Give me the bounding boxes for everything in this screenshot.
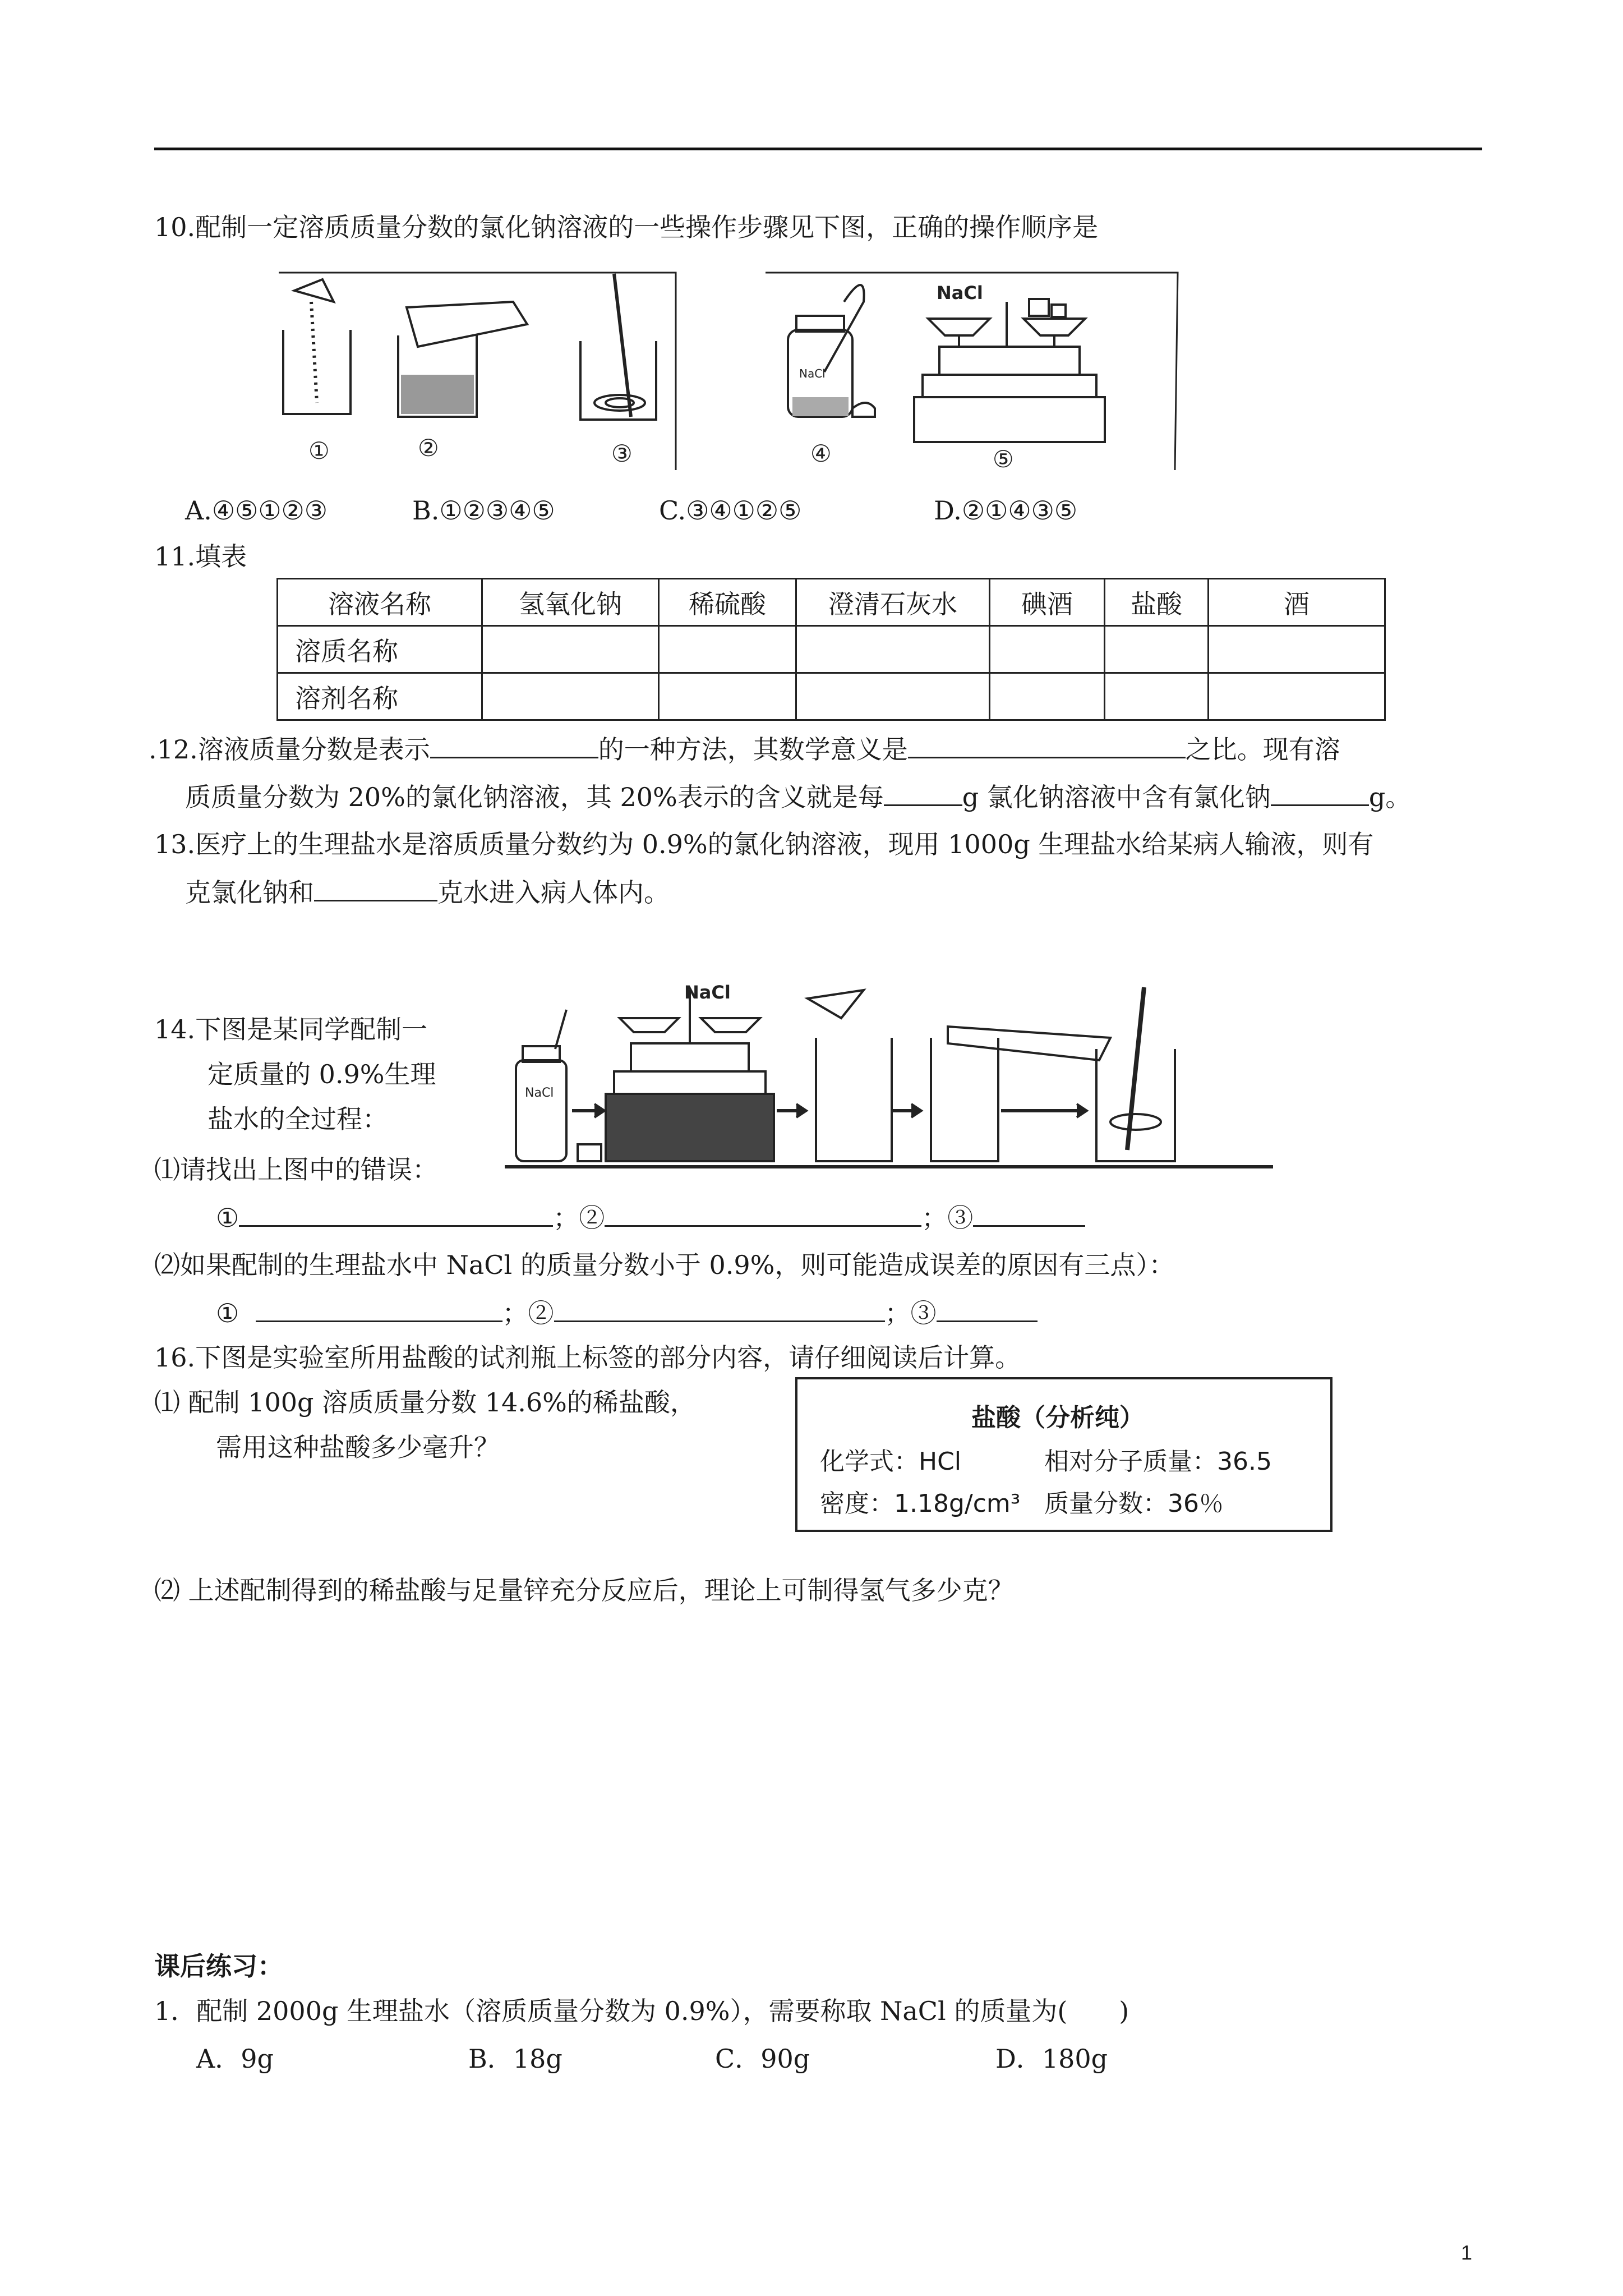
homework-title: 课后练习： bbox=[154, 1951, 283, 1981]
reagent-label-title: 盐酸（分析纯） bbox=[971, 1404, 1144, 1432]
q12-text: .12.溶液质量分数是表示 bbox=[149, 734, 430, 765]
answer-blank[interactable] bbox=[937, 1296, 1038, 1322]
q12-line1 bbox=[149, 732, 1340, 766]
q16-part2: ⑵ 上述配制得到的稀盐酸与足量锌充分反应后，理论上可制得氢气多少克？ bbox=[154, 1575, 1014, 1605]
reagent-label bbox=[795, 1377, 1332, 1532]
table-row bbox=[278, 626, 1385, 673]
q14-part1-blanks bbox=[216, 1200, 1085, 1235]
q16-stem: 16.下图是实验室所用盐酸的试剂瓶上标签的部分内容，请仔细阅读后计算。 bbox=[154, 1342, 1021, 1373]
q12-text: g 氯化钠溶液中含有氯化钠 bbox=[962, 782, 1271, 812]
answer-cell[interactable] bbox=[659, 626, 796, 673]
blank-marker: ；③ bbox=[921, 1203, 974, 1233]
reagent-formula: 化学式：HCl bbox=[820, 1447, 962, 1476]
answer-blank[interactable] bbox=[239, 1200, 553, 1227]
homework-option-b: B．18g bbox=[468, 2044, 562, 2074]
homework-option-d: D．180g bbox=[995, 2044, 1108, 2074]
q12-text: 的一种方法，其数学意义是 bbox=[598, 734, 908, 765]
answer-cell[interactable] bbox=[1105, 673, 1209, 720]
answer-cell[interactable] bbox=[990, 673, 1105, 720]
fig-label-3: ③ bbox=[611, 440, 633, 467]
q13-line2 bbox=[185, 875, 670, 909]
balance-nacl-label: NaCl bbox=[684, 982, 731, 1003]
table-header-cell: 稀硫酸 bbox=[659, 579, 796, 626]
answer-cell[interactable] bbox=[796, 673, 990, 720]
q16-part1-b: 需用这种盐酸多少毫升？ bbox=[216, 1432, 500, 1462]
blank-marker: ① bbox=[216, 1203, 239, 1233]
answer-blank[interactable] bbox=[256, 1296, 502, 1322]
balance-nacl-label: NaCl bbox=[937, 282, 983, 303]
q11-stem: 11.填表 bbox=[154, 541, 247, 572]
answer-blank[interactable] bbox=[605, 1200, 921, 1227]
q14-stem-2: 定质量的 0.9%生理 bbox=[208, 1059, 436, 1089]
reagent-mass-fraction: 质量分数：36％ bbox=[1044, 1489, 1224, 1518]
answer-cell[interactable] bbox=[1209, 626, 1385, 673]
table-header-cell: 氢氧化钠 bbox=[482, 579, 659, 626]
q14-part1: ⑴请找出上图中的错误： bbox=[154, 1154, 438, 1185]
table-header-cell: 碘酒 bbox=[990, 579, 1105, 626]
page-number: 1 bbox=[1461, 2241, 1473, 2264]
blank-marker: ；② bbox=[553, 1203, 605, 1233]
q14-stem-1: 14.下图是某同学配制一 bbox=[154, 1014, 428, 1045]
answer-blank[interactable] bbox=[314, 875, 437, 901]
answer-blank[interactable] bbox=[908, 732, 1186, 758]
q12-line2 bbox=[185, 780, 1411, 814]
answer-cell[interactable] bbox=[1105, 626, 1209, 673]
answer-cell[interactable] bbox=[482, 673, 659, 720]
homework-option-a: A．9g bbox=[196, 2044, 274, 2074]
table-row bbox=[278, 579, 1385, 626]
answer-cell[interactable] bbox=[1209, 673, 1385, 720]
answer-blank[interactable] bbox=[884, 780, 962, 806]
q16-part1-a: ⑴ 配制 100g 溶质质量分数 14.6%的稀盐酸， bbox=[154, 1387, 696, 1418]
answer-cell[interactable] bbox=[796, 626, 990, 673]
q12-text: g。 bbox=[1368, 782, 1412, 812]
q10-option-a: A.④⑤①②③ bbox=[185, 495, 328, 526]
answer-blank[interactable] bbox=[554, 1296, 885, 1322]
table-header-cell: 盐酸 bbox=[1105, 579, 1209, 626]
answer-blank[interactable] bbox=[973, 1200, 1085, 1227]
answer-cell[interactable] bbox=[659, 673, 796, 720]
answer-blank[interactable] bbox=[1271, 780, 1369, 806]
q10-option-b: B.①②③④⑤ bbox=[412, 495, 555, 526]
q10-stem: 10.配制一定溶质质量分数的氯化钠溶液的一些操作步骤见下图，正确的操作顺序是 bbox=[154, 212, 1099, 242]
fig-label-4: ④ bbox=[810, 440, 832, 467]
table-header-cell: 溶液名称 bbox=[278, 579, 482, 626]
q14-part2: ⑵如果配制的生理盐水中 NaCl 的质量分数小于 0.9%，则可能造成误差的原因有三点）： bbox=[154, 1250, 1175, 1280]
q10-option-c: C.③④①②⑤ bbox=[659, 495, 802, 526]
blank-marker: ；② bbox=[502, 1298, 554, 1328]
q12-text: 质质量分数为 20%的氯化钠溶液，其 20%表示的含义就是每 bbox=[185, 782, 884, 812]
q14-process-figure bbox=[505, 976, 1279, 1172]
table-row bbox=[278, 673, 1385, 720]
q11-fill-table bbox=[276, 578, 1386, 721]
table-row-label: 溶质名称 bbox=[278, 626, 482, 673]
blank-marker: ；③ bbox=[884, 1298, 937, 1328]
q14-stem-3: 盐水的全过程： bbox=[208, 1104, 388, 1134]
jar-nacl-label: NaCl bbox=[525, 1086, 554, 1100]
blank-marker: ① bbox=[216, 1298, 239, 1328]
q13-line1: 13.医疗上的生理盐水是溶质质量分数约为 0.9%的氯化钠溶液，现用 1000g 生理盐水给某病人输液，则有 bbox=[154, 829, 1374, 859]
reagent-density: 密度：1.18g/cm³ bbox=[820, 1489, 1021, 1518]
q14-part2-blanks bbox=[216, 1296, 1038, 1330]
fig-label-1: ① bbox=[308, 437, 330, 464]
answer-cell[interactable] bbox=[990, 626, 1105, 673]
q12-text: 之比。现有溶 bbox=[1185, 734, 1340, 765]
homework-q1: 1．配制 2000g 生理盐水（溶质质量分数为 0.9%），需要称取 NaCl 的质量为( ) bbox=[154, 1996, 1129, 2026]
q13-text: 克氯化钠和 bbox=[185, 877, 314, 908]
table-header-cell: 酒 bbox=[1209, 579, 1385, 626]
fig-label-2: ② bbox=[418, 434, 439, 462]
fig-label-5: ⑤ bbox=[993, 445, 1014, 473]
reagent-molar-mass: 相对分子质量：36.5 bbox=[1044, 1447, 1272, 1476]
table-row-label: 溶剂名称 bbox=[278, 673, 482, 720]
homework-option-c: C．90g bbox=[715, 2044, 810, 2074]
jar-nacl-label: NaCl bbox=[799, 367, 826, 380]
q13-text: 克水进入病人体内。 bbox=[437, 877, 670, 908]
q10-operation-figure bbox=[272, 268, 1186, 476]
header-rule bbox=[154, 148, 1482, 150]
answer-blank[interactable] bbox=[430, 732, 598, 758]
table-header-cell: 澄清石灰水 bbox=[796, 579, 990, 626]
answer-cell[interactable] bbox=[482, 626, 659, 673]
q10-option-d: D.②①④③⑤ bbox=[934, 495, 1078, 526]
